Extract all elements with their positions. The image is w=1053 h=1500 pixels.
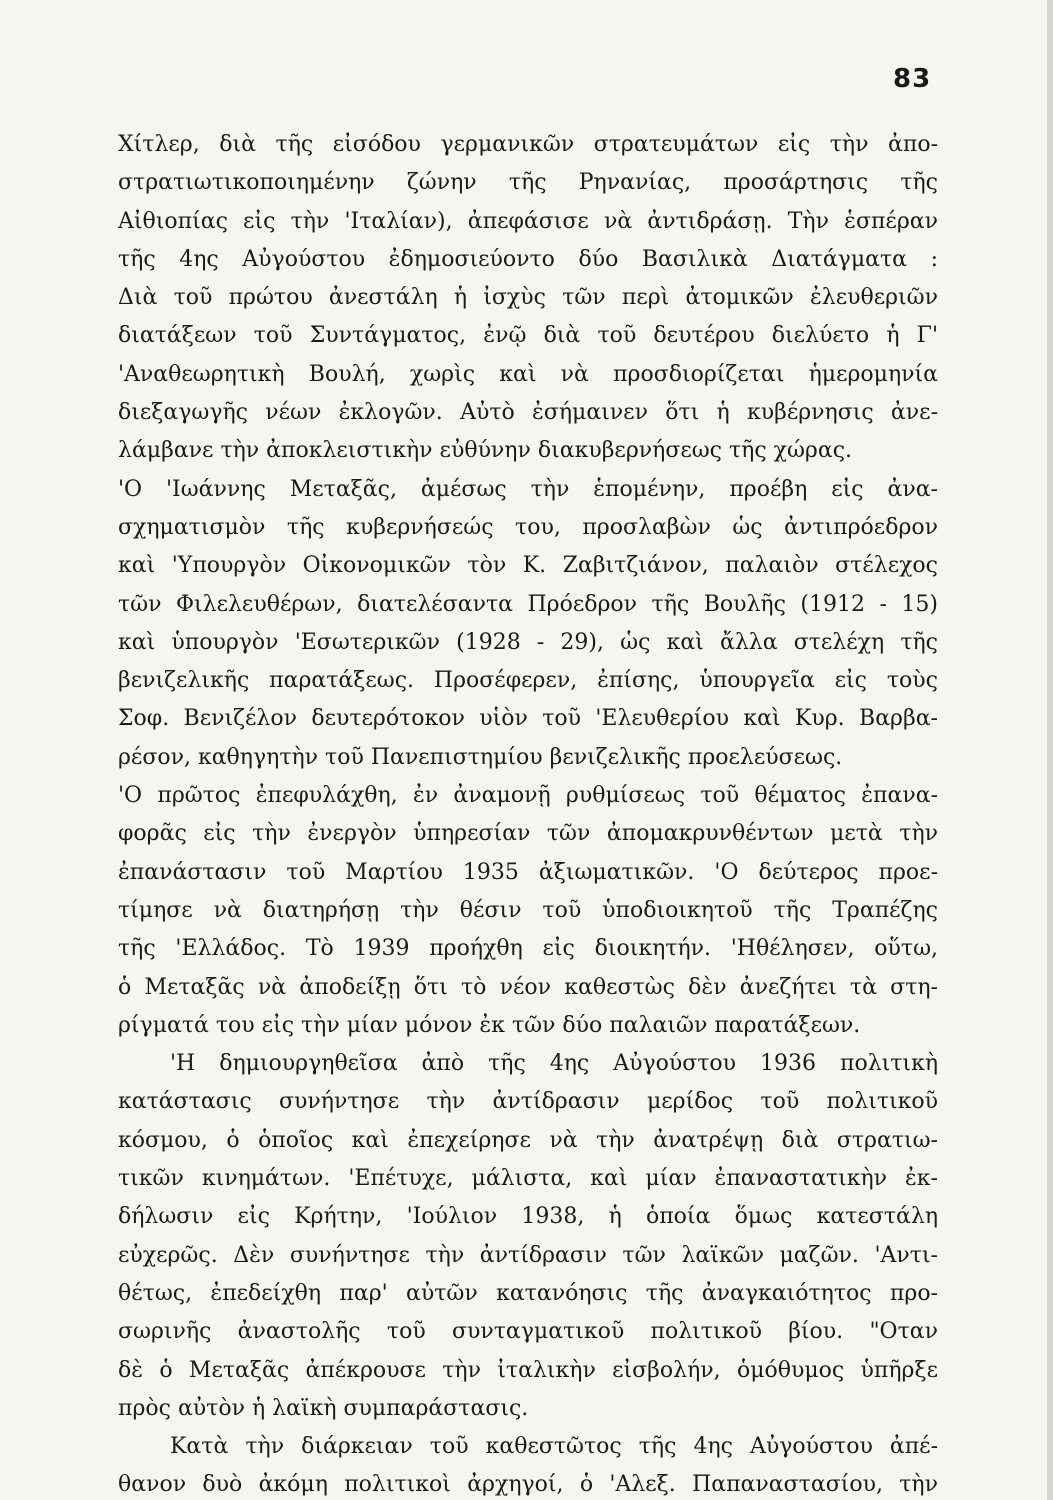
text-line: ρέσον, καθηγητὴν τοῦ Πανεπιστημίου βενιζελικῆς προελεύσεως. [118,744,843,770]
text-line: θανον δυὸ ἀκόμη πολιτικοὶ ἀρχηγοί, ὁ 'Αλεξ. Παπαναστασίου, τὴν [118,1472,938,1498]
text-line: 'Ο 'Ιωάννης Μεταξᾶς, ἀμέσως τὴν ἑπομένην, προέβη εἰς ἀνα- [118,476,938,502]
text-line: κόσμου, ὁ ὁποῖος καὶ ἐπεχείρησε νὰ τὴν ἀνατρέψῃ διὰ στρατιω- [118,1127,938,1153]
text-line: στρατιωτικοποιημένην ζώνην τῆς Ρηνανίας, προσάρτησις τῆς [118,170,938,196]
text-line: Χίτλερ, διὰ τῆς εἰσόδου γερμανικῶν στρατευμάτων εἰς τὴν ἀπο- [118,132,938,157]
text-line: βενιζελικῆς παρατάξεως. Προσέφερεν, ἐπίσης, ὑπουργεῖα εἰς τοὺς [118,668,938,694]
text-line: ρίγματά του εἰς τὴν μίαν μόνον ἐκ τῶν δύο παλαιῶν παρατάξεων. [118,1012,861,1038]
text-line: ἐπανάστασιν τοῦ Μαρτίου 1935 ἀξιωματικῶν. 'Ο δεύτερος προε- [118,859,938,885]
text-line: ὁ Μεταξᾶς νὰ ἀποδείξῃ ὅτι τὸ νέον καθεστὼς δὲν ἀνεζήτει τὰ στη- [118,974,938,1000]
text-line: Διὰ τοῦ πρώτου ἀνεστάλη ἡ ἰσχὺς τῶν περὶ ἀτομικῶν ἐλευθεριῶν [118,285,938,311]
text-line: τικῶν κινημάτων. 'Επέτυχε, μάλιστα, καὶ μίαν ἐπαναστατικὴν ἐκ- [118,1166,938,1192]
page-edge [1047,0,1053,1500]
text-line: διεξαγωγῆς νέων ἐκλογῶν. Αὐτὸ ἐσήμαινεν ὅτι ἡ κυβέρνησις ἀνε- [118,400,938,426]
text-line: τῶν Φιλελευθέρων, διατελέσαντα Πρόεδρον τῆς Βουλῆς (1912 - 15) [118,591,938,617]
text-line: δὲ ὁ Μεταξᾶς ἀπέκρουσε τὴν ἰταλικὴν εἰσβολήν, ὁμόθυμος ὑπῆρξε [118,1357,938,1383]
text-line: θέτως, ἐπεδείχθη παρ' αὐτῶν κατανόησις τῆς ἀναγκαιότητος προ- [118,1280,938,1306]
text-line: Σοφ. Βενιζέλον δευτερότοκον υἱὸν τοῦ 'Ελευθερίου καὶ Κυρ. Βαρβα- [118,706,938,732]
text-line: λάμβανε τὴν ἀποκλειστικὴν εὐθύνην διακυβερνήσεως τῆς χώρας. [118,438,853,464]
text-line: Κατὰ τὴν διάρκειαν τοῦ καθεστῶτος τῆς 4ης Αὐγούστου ἀπέ- [170,1434,938,1460]
text-line: 'Αναθεωρητικὴ Βουλή, χωρὶς καὶ νὰ προσδιορίζεται ἡμερομηνία [118,361,938,387]
text-line: 'Ο πρῶτος ἐπεφυλάχθη, ἐν ἀναμονῇ ρυθμίσεως τοῦ θέματος ἐπανα- [118,783,938,809]
page-number: 83 [893,64,932,94]
text-line: τίμησε νὰ διατηρήσῃ τὴν θέσιν τοῦ ὑποδιοικητοῦ τῆς Τραπέζης [118,897,938,923]
text-line: τῆς 'Ελλάδος. Τὸ 1939 προήχθη εἰς διοικητήν. 'Ηθέλησεν, οὕτω, [118,936,938,962]
text-line: τῆς 4ης Αὐγούστου ἐδημοσιεύοντο δύο Βασιλικὰ Διατάγματα : [118,246,938,272]
text-line: εὐχερῶς. Δὲν συνήντησε τὴν ἀντίδρασιν τῶν λαϊκῶν μαζῶν. 'Αντι- [118,1242,938,1268]
text-line: διατάξεων τοῦ Συντάγματος, ἐνῷ διὰ τοῦ δευτέρου διελύετο ἡ Γ' [118,323,938,349]
text-line: σωρινῆς ἀναστολῆς τοῦ συνταγματικοῦ πολιτικοῦ βίου. "Οταν [118,1319,938,1345]
body-text [118,126,938,1500]
text-line: κατάστασις συνήντησε τὴν ἀντίδρασιν μερίδος τοῦ πολιτικοῦ [118,1089,938,1115]
text-line: πρὸς αὐτὸν ἡ λαϊκὴ συμπαράστασις. [118,1395,529,1421]
text-line: φορᾶς εἰς τὴν ἐνεργὸν ὑπηρεσίαν τῶν ἀπομακρυνθέντων μετὰ τὴν [118,821,938,847]
text-line: Αἰθιοπίας εἰς τὴν 'Ιταλίαν), ἀπεφάσισε νὰ ἀντιδράσῃ. Τὴν ἑσπέραν [118,208,938,234]
text-line: 'Η δημιουργηθεῖσα ἀπὸ τῆς 4ης Αὐγούστου 1936 πολιτικὴ [170,1051,938,1077]
text-line: καὶ ὑπουργὸν 'Εσωτερικῶν (1928 - 29), ὡς καὶ ἄλλα στελέχη τῆς [118,629,938,655]
text-line: καὶ 'Υπουργὸν Οἰκονομικῶν τὸν Κ. Ζαβιτζιάνον, παλαιὸν στέλεχος [118,553,938,579]
text-line: σχηματισμὸν τῆς κυβερνήσεώς του, προσλαβὼν ὡς ἀντιπρόεδρον [118,514,938,540]
text-line: δήλωσιν εἰς Κρήτην, 'Ιούλιον 1938, ἡ ὁποία ὅμως κατεστάλη [118,1204,938,1230]
